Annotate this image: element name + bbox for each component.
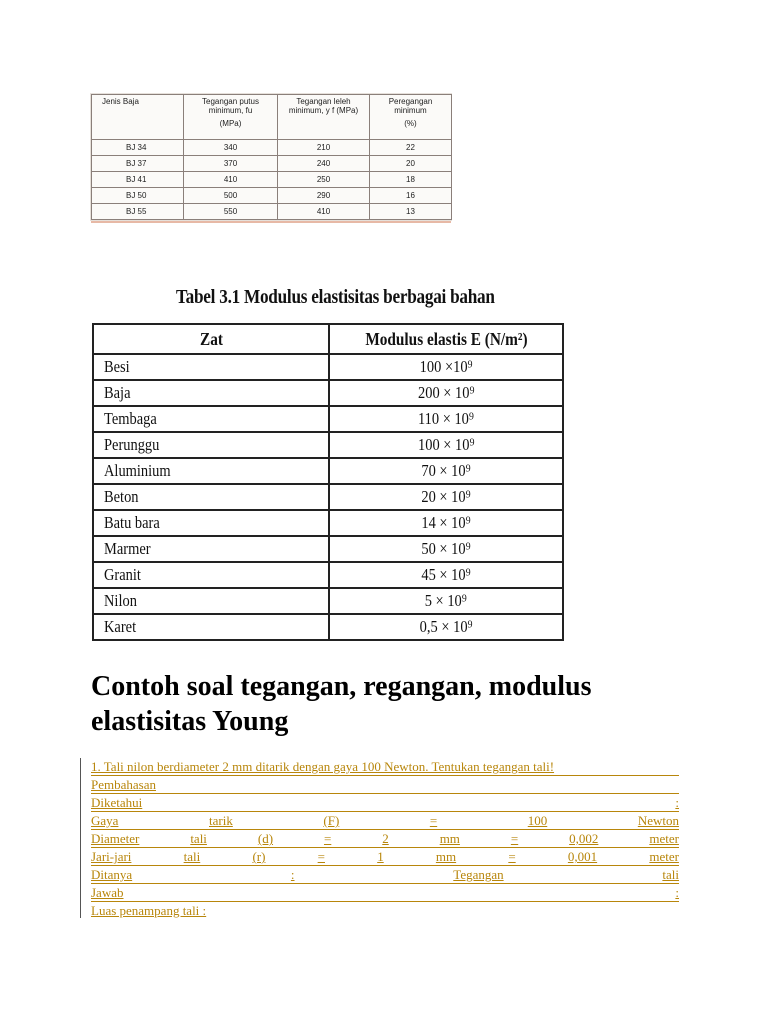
- table-cell: 340: [184, 140, 278, 156]
- table-cell: Tembaga: [93, 406, 329, 432]
- table-cell: 45 × 10⁹: [329, 562, 563, 588]
- table-row: [92, 172, 452, 188]
- example-word[interactable]: =: [508, 849, 516, 864]
- example-word[interactable]: tali: [183, 849, 201, 864]
- example-word[interactable]: Gaya: [91, 813, 119, 828]
- table-cell: 550: [184, 204, 278, 220]
- section-heading: Contoh soal tegangan, regangan, modulus elastisitas Young: [91, 671, 592, 737]
- example-word[interactable]: (r): [252, 849, 266, 864]
- given-line[interactable]: [91, 794, 679, 812]
- example-word[interactable]: 1: [377, 849, 384, 864]
- table-cell: 100 ×10⁹: [329, 354, 563, 380]
- steel-grade-table: [91, 94, 451, 220]
- table-row: [93, 562, 563, 588]
- example-word[interactable]: Luas penampang tali :: [91, 903, 207, 918]
- cross-section-line[interactable]: [91, 902, 679, 919]
- table-cell: 50 × 10⁹: [329, 536, 563, 562]
- table-row: [92, 140, 452, 156]
- example-word[interactable]: Diameter: [91, 831, 140, 846]
- table-row: [92, 156, 452, 172]
- table-row: [93, 354, 563, 380]
- table-cell: BJ 41: [92, 172, 184, 188]
- answer-line[interactable]: [91, 884, 679, 902]
- example-word[interactable]: Jari-jari: [91, 849, 132, 864]
- table-cell: Marmer: [93, 536, 329, 562]
- table-row: [93, 484, 563, 510]
- example-word[interactable]: Tegangan: [453, 867, 504, 882]
- example-word[interactable]: :: [675, 885, 679, 900]
- force-line[interactable]: [91, 812, 679, 830]
- table-cell: Granit: [93, 562, 329, 588]
- example-word[interactable]: meter: [649, 831, 679, 846]
- table-cell: 240: [278, 156, 370, 172]
- example-word[interactable]: =: [510, 831, 519, 846]
- table-cell: 290: [278, 188, 370, 204]
- example-word[interactable]: Newton: [637, 813, 679, 828]
- example-word[interactable]: meter: [649, 849, 679, 864]
- table-row: [93, 588, 563, 614]
- example-word[interactable]: Jawab: [91, 885, 124, 900]
- table-cell: Baja: [93, 380, 329, 406]
- example-word[interactable]: (F): [323, 813, 340, 828]
- table-cell: 20 × 10⁹: [329, 484, 563, 510]
- table-cell: Aluminium: [93, 458, 329, 484]
- table-cell: BJ 55: [92, 204, 184, 220]
- modulus-header-substance: Zat: [93, 324, 329, 354]
- table-cell: 70 × 10⁹: [329, 458, 563, 484]
- table-cell: 250: [278, 172, 370, 188]
- steel-header-tensile: Tegangan putus minimum, fu (MPa): [184, 95, 278, 140]
- example-word[interactable]: =: [317, 849, 325, 864]
- discussion-line[interactable]: [91, 776, 679, 794]
- table-row: [93, 380, 563, 406]
- example-word[interactable]: (d): [257, 831, 274, 846]
- example-word[interactable]: tali: [662, 867, 679, 882]
- table-cell: Batu bara: [93, 510, 329, 536]
- table-row: [93, 458, 563, 484]
- diameter-line[interactable]: [91, 830, 679, 848]
- table-cell: 5 × 10⁹: [329, 588, 563, 614]
- table-row: [93, 536, 563, 562]
- table-cell: 20: [370, 156, 452, 172]
- table-cell: Nilon: [93, 588, 329, 614]
- table-cell: 110 × 10⁹: [329, 406, 563, 432]
- example-word[interactable]: 1. Tali nilon berdiameter 2 mm ditarik dengan gaya 100 Newton. Tentukan tegangan tali!: [91, 759, 555, 774]
- table-cell: 18: [370, 172, 452, 188]
- example-word[interactable]: Pembahasan: [91, 777, 156, 792]
- steel-header-elongation: Peregangan minimum (%): [370, 95, 452, 140]
- example-word[interactable]: Ditanya: [91, 867, 133, 882]
- asked-line[interactable]: [91, 866, 679, 884]
- example-word[interactable]: 0,001: [567, 849, 598, 864]
- table-cell: 410: [278, 204, 370, 220]
- example-word[interactable]: :: [675, 795, 679, 810]
- table-cell: 370: [184, 156, 278, 172]
- example-problem: [80, 758, 679, 918]
- steel-table-header-row: [92, 95, 452, 140]
- table-cell: 0,5 × 10⁹: [329, 614, 563, 640]
- table-bottom-divider: [91, 221, 451, 223]
- table-cell: 200 × 10⁹: [329, 380, 563, 406]
- table-cell: 100 × 10⁹: [329, 432, 563, 458]
- steel-header-grade: Jenis Baja: [92, 95, 184, 140]
- table-cell: 13: [370, 204, 452, 220]
- example-word[interactable]: tarik: [209, 813, 233, 828]
- example-word[interactable]: 100: [527, 813, 548, 828]
- problem-statement-line[interactable]: [91, 758, 679, 776]
- table-cell: 16: [370, 188, 452, 204]
- table-row: [93, 614, 563, 640]
- table-row: [92, 188, 452, 204]
- steel-header-yield: Tegangan leleh minimum, y f (MPa): [278, 95, 370, 140]
- table-cell: 210: [278, 140, 370, 156]
- table-cell: BJ 50: [92, 188, 184, 204]
- example-word[interactable]: tali: [190, 831, 207, 846]
- table-cell: 14 × 10⁹: [329, 510, 563, 536]
- table-cell: 500: [184, 188, 278, 204]
- example-word[interactable]: =: [323, 831, 332, 846]
- example-word[interactable]: :: [290, 867, 295, 882]
- table-cell: 410: [184, 172, 278, 188]
- table-row: [93, 510, 563, 536]
- table-cell: Perunggu: [93, 432, 329, 458]
- modulus-table-title: Tabel 3.1 Modulus elastisitas berbagai bahan: [176, 286, 495, 308]
- table-cell: BJ 37: [92, 156, 184, 172]
- example-word[interactable]: 0,002: [569, 831, 599, 846]
- table-cell: Besi: [93, 354, 329, 380]
- example-word[interactable]: =: [429, 813, 438, 828]
- table-cell: Beton: [93, 484, 329, 510]
- example-word[interactable]: mm: [439, 831, 460, 846]
- table-cell: 22: [370, 140, 452, 156]
- modulus-table: [92, 323, 564, 640]
- table-row: [93, 432, 563, 458]
- example-word[interactable]: 2: [382, 831, 389, 846]
- radius-line[interactable]: [91, 848, 679, 866]
- table-row: [93, 406, 563, 432]
- modulus-table-header-row: [93, 324, 563, 354]
- modulus-header-modulus: Modulus elastis E (N/m²): [329, 324, 563, 354]
- table-row: [92, 204, 452, 220]
- table-cell: BJ 34: [92, 140, 184, 156]
- example-word[interactable]: mm: [435, 849, 457, 864]
- table-cell: Karet: [93, 614, 329, 640]
- example-word[interactable]: Diketahui: [91, 795, 143, 810]
